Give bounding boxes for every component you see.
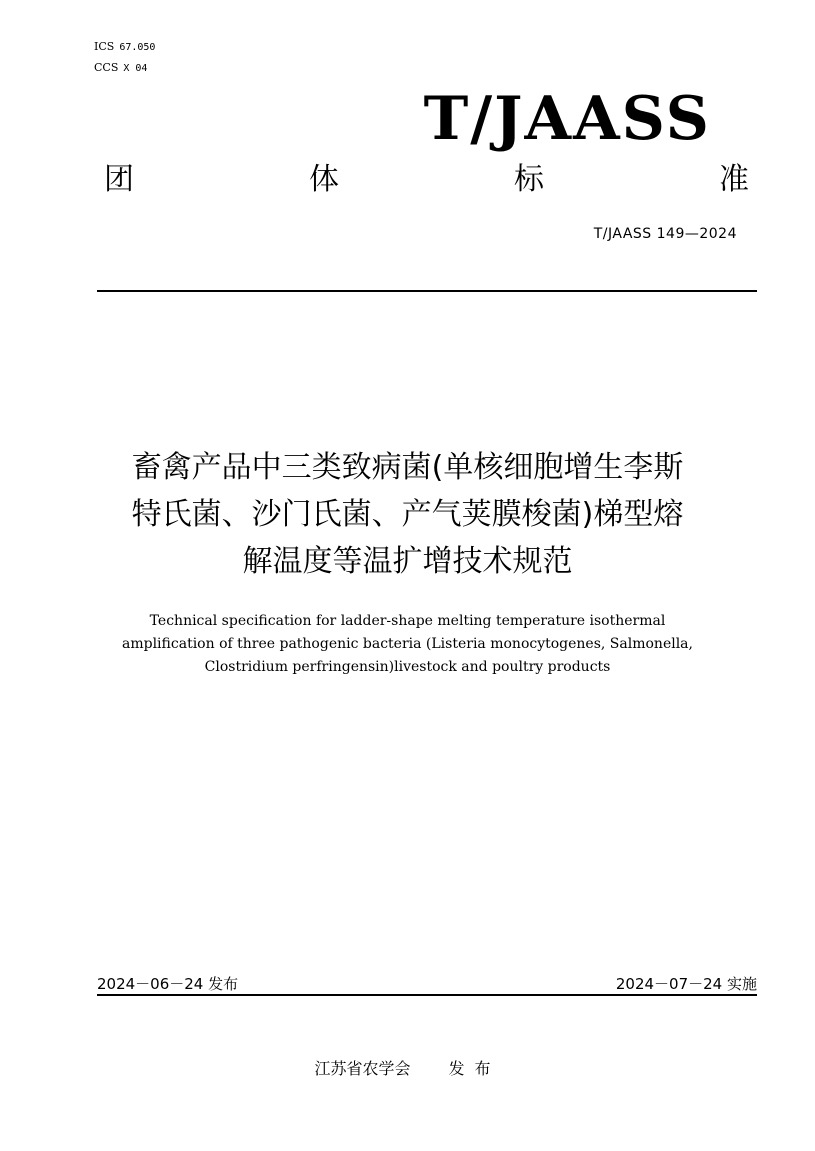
ics-code: 67.050 bbox=[119, 42, 156, 53]
title-chinese bbox=[60, 444, 755, 585]
title-english bbox=[80, 610, 735, 679]
ccs-label: CCS bbox=[94, 61, 119, 74]
title-english-line: Technical specification for ladder-shape melting temperature isothermal bbox=[149, 613, 666, 629]
footer-divider bbox=[97, 994, 757, 996]
ccs-code-line bbox=[94, 61, 147, 74]
standard-type-char: 体 bbox=[309, 162, 339, 197]
ics-label: ICS bbox=[94, 40, 115, 53]
implementation-date: 2024－07－24 实施 bbox=[615, 975, 757, 993]
standard-type-char: 标 bbox=[514, 162, 544, 197]
standard-logo: T/JAASS bbox=[423, 84, 711, 154]
ics-code-line bbox=[94, 40, 155, 53]
title-chinese-line: 解温度等温扩增技术规范 bbox=[242, 544, 573, 579]
title-english-line: amplification of three pathogenic bacteria (Listeria monocytogenes, Salmonella, bbox=[122, 636, 693, 652]
title-chinese-line: 特氏菌、沙门氏菌、产气荚膜梭菌)梯型熔 bbox=[131, 497, 684, 532]
ccs-code: X 04 bbox=[123, 63, 148, 74]
publisher-name: 江苏省农学会 bbox=[314, 1059, 411, 1078]
standard-number: T/JAASS 149—2024 bbox=[593, 226, 737, 242]
standard-type bbox=[104, 160, 749, 200]
header-divider bbox=[97, 290, 757, 292]
standard-type-char: 团 bbox=[104, 162, 134, 197]
standard-type-char: 准 bbox=[719, 162, 749, 197]
publisher-verb: 发布 bbox=[448, 1059, 501, 1078]
publisher bbox=[0, 1056, 815, 1079]
title-chinese-line: 畜禽产品中三类致病菌(单核细胞增生李斯 bbox=[131, 450, 684, 485]
title-english-line: Clostridium perfringensin)livestock and poultry products bbox=[204, 659, 611, 675]
issue-date: 2024－06－24 发布 bbox=[97, 975, 239, 993]
